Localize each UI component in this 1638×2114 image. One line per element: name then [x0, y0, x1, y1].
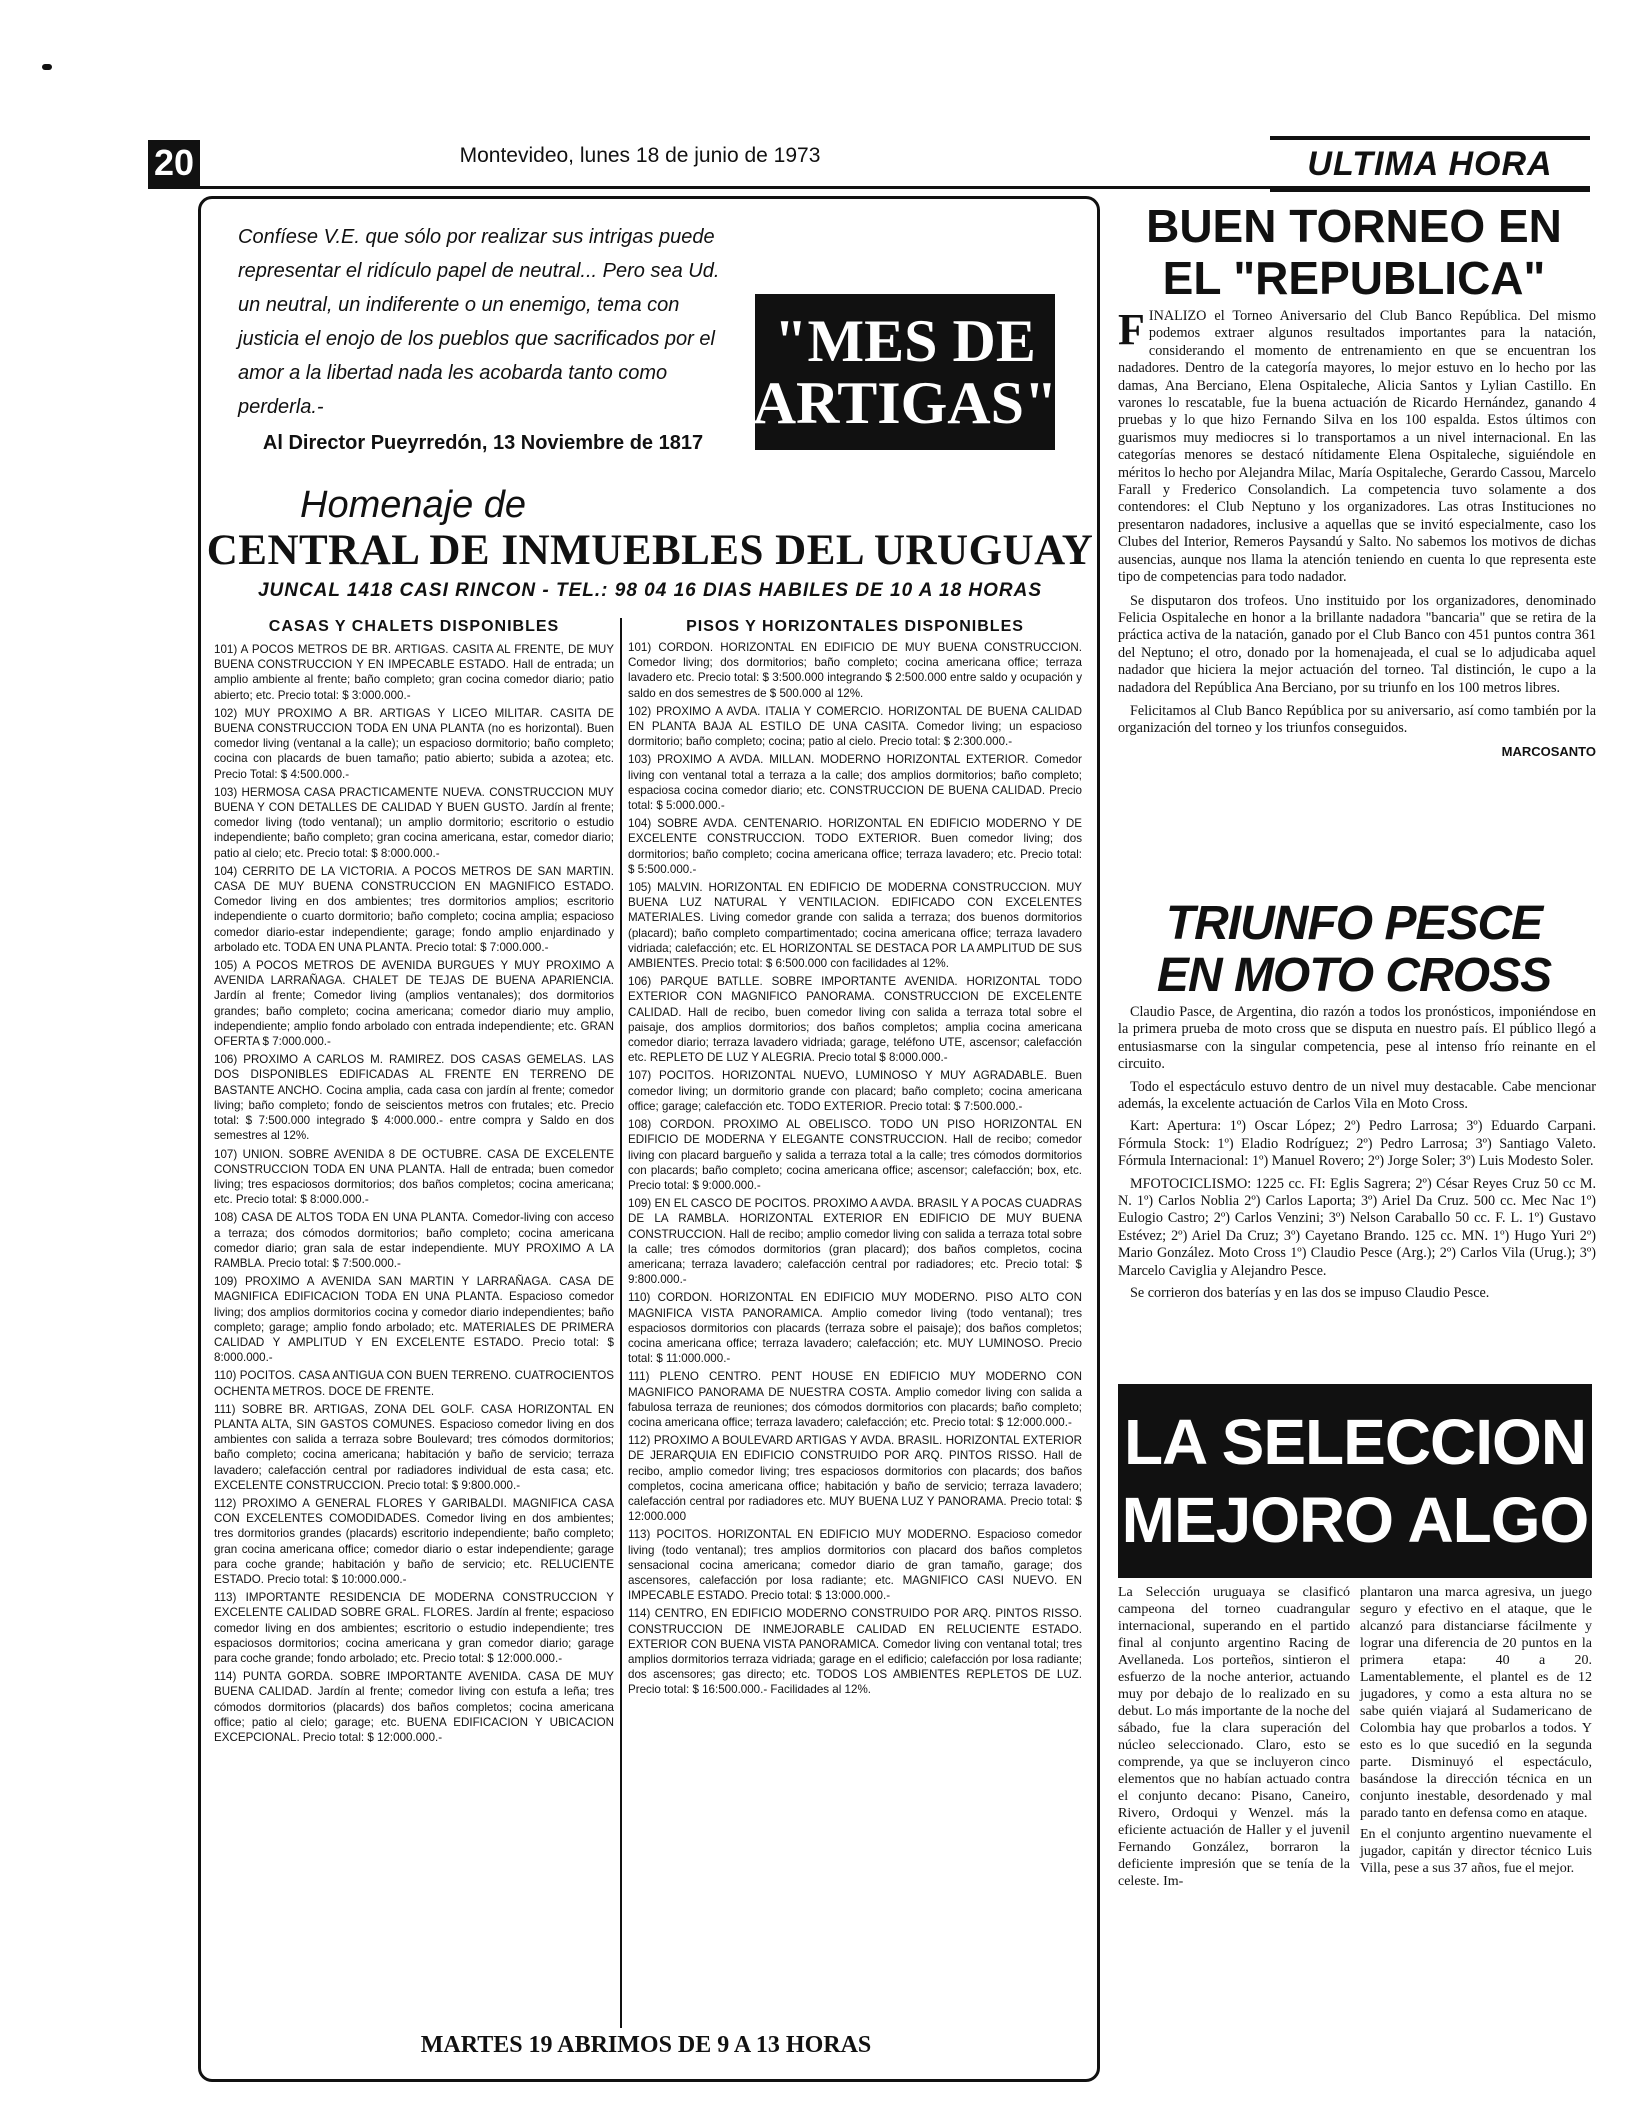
headline-line-1: TRIUNFO PESCE	[1165, 897, 1543, 950]
banner-line-2: ARTIGAS"	[752, 370, 1058, 436]
houses-heading: CASAS Y CHALETS DISPONIBLES	[268, 618, 560, 635]
company-contact: JUNCAL 1418 CASI RINCON - TEL.: 98 04 16 DIAS HABILES DE 10 A 18 HORAS	[257, 580, 1043, 601]
listing-item: 107) POCITOS. HORIZONTAL NUEVO, LUMINOSO Y MUY AGRADABLE. Buen comedor living; un dormitorio grande con placard; baño completo; cocina americana office; garage; calefacción etc. TODO EXTERIOR. Precio total: $ 7:500.000.-	[628, 1069, 1082, 1113]
houses-list	[214, 642, 614, 1745]
company-name: CENTRAL DE INMUEBLES DEL URUGUAY	[206, 527, 1094, 574]
banner-line-1: "MES DE	[774, 308, 1036, 374]
listing-item: 102) MUY PROXIMO A BR. ARTIGAS Y LICEO MILITAR. CASITA DE BUENA CONSTRUCCION TODA EN UNA PLANTA (no es horizontal). Buen comedor living (ventanal a la calle); un espacioso dormitorio; baño completo; cocina con placards de buen tamaño; patio abierto; subida a azotea; etc. Precio Total: $ 4:500.000.-	[214, 706, 614, 781]
homenaje-label: Homenaje de	[300, 484, 527, 526]
article-3-headline	[1118, 1384, 1592, 1578]
article-paragraph: Felicitamos al Club Banco República por su aniversario, así como también por la organización del torneo y los triunfos conseguidos.	[1118, 702, 1596, 737]
listing-item: 109) PROXIMO A AVENIDA SAN MARTIN Y LARRAÑAGA. CASA DE MAGNIFICA EDIFICACION TODA EN UNA PLANTA. Espacioso comedor living; dos amplios dormitorios cocina y comedor diario independientes; baño completo; garage; amplio fondo arbolado; etc. MATERIALES DE PRIMERA CALIDAD Y AMPLITUD Y EN EXCELENTE ESTADO. Precio total: $ 8:000.000.-	[214, 1275, 614, 1365]
dateline: Montevideo, lunes 18 de junio de 1973	[459, 144, 821, 167]
headline-line-2: MEJORO ALGO	[1121, 1484, 1589, 1556]
headline-line-2: EN MOTO CROSS	[1156, 949, 1552, 1002]
listing-item: 108) CASA DE ALTOS TODA EN UNA PLANTA. Comedor-living con acceso a terraza; dos cómodos dormitorios; baño completo; cocina americana comedor diario; gran sala de estar independiente. MUY PROXIMO A LA RAMBLA. Precio total: $ 7:500.000.-	[214, 1211, 614, 1270]
listing-item: 114) PUNTA GORDA. SOBRE IMPORTANTE AVENIDA. CASA DE MUY BUENA CALIDAD. Jardín al frente; comedor living con estufa a leña; tres cómodos dormitorios (placards) dos baños completos; cocina americana office; patio al cielo; garage; etc. BUENA EDIFICACION Y UBICACION EXCEPCIONAL. Precio total: $ 12:000.000.-	[214, 1670, 614, 1745]
article-2-headline	[1112, 898, 1596, 1002]
headline-line-1: BUEN TORNEO EN	[1146, 200, 1562, 252]
article-paragraph: Todo el espectáculo estuvo dentro de un nivel muy destacable. Cabe mencionar además, la excelente actuación de Carlos Vila en Moto Cross.	[1118, 1078, 1596, 1113]
article-2-body	[1118, 1004, 1596, 1308]
listing-item: 113) IMPORTANTE RESIDENCIA DE MODERNA CONSTRUCCION Y EXCELENTE CALIDAD SOBRE GRAL. FLORES. Jardín al frente; espacioso comedor living en dos ambientes; escritorio o estudio independiente; tres espaciosos dormitorios; cocina americana y gran comedor diario; garage para coche grande; fondo arbolado; etc. Precio total: $ 12:000.000.-	[214, 1591, 614, 1665]
listing-item: 103) HERMOSA CASA PRACTICAMENTE NUEVA. CONSTRUCCION MUY BUENA Y CON DETALLES DE CALIDAD Y BUEN GUSTO. Jardín al frente; comedor living (todo ventanal); un amplio dormitorio; escritorio o estudio independiente; baño completo; gran cocina americana, estar, comedor diario; patio al cielo; etc. Precio total: $ 8:000.000.-	[214, 785, 614, 860]
quote-signature: Al Director Pueyrredón, 13 Noviembre de 1817	[262, 432, 704, 454]
listing-item: 105) A POCOS METROS DE AVENIDA BURGUES Y MUY PROXIMO A AVENIDA LARRAÑAGA. CHALET DE TEJAS DE BUENA APARIENCIA. Jardín al frente; Comedor living (amplios ventanales); dos dormitorios grandes; baño completo; cocina americana; comedor diario muy amplio, independiente; amplio fondo arbolado con entrada independiente; etc. GRAN OFERTA $ 7:000.000.-	[214, 959, 614, 1049]
article-paragraph: Kart: Apertura: 1º) Oscar López; 2º) Pedro Larrosa; 3º) Eduardo Carpani. Fórmula Stock: 1º) Eladio Rodríguez; 2º) Pedro Larrosa; 3º) Santiago Valeto. Fórmula Internacional: 1º) Manuel Rovero; 2º) Jorge Soler; 3º) Luis Modesto Soler.	[1118, 1118, 1596, 1170]
article-1-body	[1118, 305, 1596, 759]
listing-item: 105) MALVIN. HORIZONTAL EN EDIFICIO DE MODERNA CONSTRUCCION. MUY BUENA LUZ NATURAL Y VENTILACION. EDIFICADO CON EXCELENTES MATERIALES. Living comedor grande con salida a terraza; dos buenos dormitorios (placard); baño completo compartimentado; cocina americana office; terraza lavadero vidriada; calefacción; etc. EL HORIZONTAL SE DESTACA POR LA AMPLITUD DE SUS AMBIENTES. Precio total: $ 6:500.000 con facilidades al 12%.	[628, 881, 1082, 971]
article-paragraph: En el conjunto argentino nuevamente el jugador, capitán y director técnico Luis Villa, pese a sus 37 años, fue el mejor.	[1360, 1827, 1592, 1876]
article-3-column-1	[1118, 1584, 1350, 1894]
listing-item: 104) SOBRE AVDA. CENTENARIO. HORIZONTAL EN EDIFICIO MODERNO Y DE EXCELENTE CONSTRUCCION. TODO EXTERIOR. Buen comedor living; dos dormitorios; baño completo; cocina americana office; terraza lavadero; etc. Precio total: $ 5:500.000.-	[628, 817, 1082, 876]
listing-item: 106) PROXIMO A CARLOS M. RAMIREZ. DOS CASAS GEMELAS. LAS DOS DISPONIBLES EDIFICADAS AL FRENTE EN TERRENO DE BASTANTE ANCHO. Cocina amplia, cada casa con jardín al frente; comedor living; baño completo; fondo de seiscientos metros con frutales; etc. Precio total: $ 7:500.000 integrado $ 4:000.000.- entre compra y Saldo en dos semestres al 12%.	[214, 1053, 614, 1143]
listing-item: 110) POCITOS. CASA ANTIGUA CON BUEN TERRENO. CUATROCIENTOS OCHENTA METROS. DOCE DE FRENTE.	[214, 1369, 614, 1398]
headline-line-1: LA SELECCION	[1123, 1406, 1587, 1478]
listing-item: 104) CERRITO DE LA VICTORIA. A POCOS METROS DE SAN MARTIN. CASA DE MUY BUENA CONSTRUCCION EN MAGNIFICO ESTADO. Comedor living en dos ambientes; tres dormitorios amplios; escritorio independiente o cuarto dormitorio; baño completo; cocina amplia; espacioso comedor diario-estar independiente; garage; fondo amplio enjardinado y arbolado etc. TODA EN UNA PLANTA. Precio total: $ 7:000.000.-	[214, 864, 614, 954]
apartments-heading: PISOS Y HORIZONTALES DISPONIBLES	[686, 618, 1024, 635]
header-rule	[148, 186, 1590, 189]
listing-item: 112) PROXIMO A BOULEVARD ARTIGAS Y AVDA. BRASIL. HORIZONTAL EXTERIOR DE JERARQUIA EN EDIFICIO CONSTRUIDO POR ARQ. PINTOS RISSO. Hall de recibo, amplio comedor living; tres espaciosos dormitorios con placards; dos baños completos, cocina americana office; habitación y baño de servicio; terraza lavadero; calefacción central por radiadores etc. MUY BUENA LUZ Y PANORAMA. Precio total: $ 12:000.000	[628, 1434, 1082, 1524]
drop-cap: F	[1118, 305, 1145, 354]
listing-item: 103) PROXIMO A AVDA. MILLAN. MODERNO HORIZONTAL EXTERIOR. Comedor living con ventanal total a terraza a la calle; dos amplios dormitorios; baño completo; espaciosa cocina comedor diario; etc. CONSTRUCCION DE BUENA CALIDAD. Precio total: $ 5:000.000.-	[628, 753, 1082, 813]
listing-item: 107) UNION. SOBRE AVENIDA 8 DE OCTUBRE. CASA DE EXCELENTE CONSTRUCCION TODA EN UNA PLANTA. Hall de entrada; buen comedor living; tres espaciosos dormitorios; dos baños completos; cocina americana; etc. Precio total: $ 8:000.000.-	[214, 1147, 614, 1207]
houses-column	[214, 618, 614, 1748]
listing-item: 106) PARQUE BATLLE. SOBRE IMPORTANTE AVENIDA. HORIZONTAL TODO EXTERIOR CON MAGNIFICO PANORAMA. CONSTRUCCION DE EXCELENTE CALIDAD. Hall de recibo, buen comedor living con salida a terraza total sobre el paisaje, dos amplios dormitorios; dos baños completos; amplia cocina americana comedor diario; terraza lavadero vidriada; garage, teléfono UTE, ascensor; calefacción etc. REPLETO DE LUZ Y ALEGRIA. Precio total $ 8:000.000.-	[628, 975, 1082, 1065]
listing-item: 109) EN EL CASCO DE POCITOS. PROXIMO A AVDA. BRASIL Y A POCAS CUADRAS DE LA RAMBLA. HORIZONTAL EXTERIOR EN EDIFICIO DE MUY BUENA CONSTRUCCION. Hall de recibo; amplio comedor living con salida a terraza total sobre la calle; tres cómodos dormitorios (gran placard); dos baños completos, cocina americana; terraza lavadero; calefacción central por radiadores; etc. Precio total: $ 9:800.000.-	[628, 1197, 1082, 1287]
margin-speck	[42, 64, 52, 70]
ad-footer: MARTES 19 ABRIMOS DE 9 A 13 HORAS	[420, 2032, 872, 2058]
article-paragraph: MFOTOCICLISMO: 1225 cc. FI: Eglis Sagrera; 2º) César Reyes Cruz 50 cc M. N. 1º) Carlos Noblia 2º) Carlos Laporta; 3º) Ariel Da Cruz. 500 cc. Mec Nac 1º) Eulogio Castro; 2º) Carlos Venzini; 3º) Nelson Caraballo 50 cc. F. L. 1º) Gustavo Estévez; 2º) Ariel Da Cruz; 3º) Cayetano Brando. 125 cc. MN. 1º) Hugo Yuri 2º) Mario González. Moto Cross 1º) Claudio Pesce (Arg.); 2º) Carlos Vila (Urug.); 3º) Marcelo Caviglia y Alejandro Pesce.	[1118, 1175, 1596, 1279]
column-divider	[620, 618, 622, 2028]
article-paragraph: La Selección uruguaya se clasificó campeona del torneo cuadrangular internacional, superando en el partido final al conjunto argentino Racing de Avellaneda. Los porteños, sintieron el esfuerzo de la noche anterior, actuando muy por debajo de lo realizado en su debut. Lo más importante de la noche del sábado, fue la clara superación del núcleo seleccionado. Claro, esto se comprende, ya que se incluyeron cinco elementos que no habían actuado contra el conjunto decano: Pisano, Caneiro, Rivero, Ordoqui y Wenzel. más la eficiente actuación de Haller y el juvenil Fernando González, borraron la deficiente impresión que se tenía de la celeste. Im-	[1118, 1585, 1350, 1889]
article-paragraph: plantaron una marca agresiva, un juego seguro y efectivo en el ataque, que le alcanzó para distanciarse fácilmente y lograr una diferencia de 20 puntos en la primera etapa: 40 a 20. Lamentablemente, el plantel es de 12 jugadores, y como a esta altura no se sabe quién viajará al Sudamericano de Colombia hay que probarlos a todos. Y esto es lo que sucedió en la segunda parte. Disminuyó el espectáculo, basándose la dirección técnica en un conjunto inestable, desordenado y mal parado tanto en defensa como en ataque.	[1360, 1585, 1592, 1821]
listing-item: 110) CORDON. HORIZONTAL EN EDIFICIO MUY MODERNO. PISO ALTO CON MAGNIFICA VISTA PANORAMICA. Amplio comedor living (todo ventanal); tres espaciosos dormitorios con placards (terraza sobre el paisaje); dos baños completos; cocina americana office; terraza lavadero; calefacción; etc. MUY LUMINOSO. Precio total: $ 11:000.000.-	[628, 1291, 1082, 1366]
listing-item: 112) PROXIMO A GENERAL FLORES Y GARIBALDI. MAGNIFICA CASA CON EXCELENTES COMODIDADES. Comedor living en dos ambientes; tres dormitorios grandes (placards) escritorio independiente; baño completo; gran cocina americana office; comedor diario o estar independiente; garage para coche grande; habitación y baño de servicio; etc. RELUCIENTE ESTADO. Precio total: $ 10:000.000.-	[214, 1496, 614, 1586]
apartments-column	[628, 618, 1082, 1701]
listing-item: 114) CENTRO, EN EDIFICIO MODERNO CONSTRUIDO POR ARQ. PINTOS RISSO. CONSTRUCCION DE INMEJORABLE CALIDAD EN RELUCIENTE ESTADO. EXTERIOR CON BUENA VISTA PANORAMICA. Comedor living con ventanal total; tres amplios dormitorios terraza vidriada; garage en el edificio; calefacción por losa radiante; dos ascensores; gas directo; etc. TODOS LOS AMBIENTES REPLETOS DE LUZ. Precio total: $ 16:500.000.- Facilidades al 12%.	[628, 1607, 1082, 1697]
listing-item: 102) PROXIMO A AVDA. ITALIA Y COMERCIO. HORIZONTAL DE BUENA CALIDAD EN PLANTA BAJA AL ESTILO DE UNA CASITA. Comedor living; un espacioso dormitorio; baño completo; cocina; patio al cielo. Precio total: $ 2:300.000.-	[628, 704, 1082, 749]
listing-item: 101) A POCOS METROS DE BR. ARTIGAS. CASITA AL FRENTE, DE MUY BUENA CONSTRUCCION Y EN IMPECABLE ESTADO. Hall de entrada; un amplio ambiente al frente; baño completo; gran cocina comedor diario; patio abierto; etc. Precio total: $ 3:000.000.-	[214, 643, 614, 702]
listing-item: 111) PLENO CENTRO. PENT HOUSE EN EDIFICIO MUY MODERNO CON MAGNIFICO PANORAMA DE NUESTRA COSTA. Amplio comedor living con salida a fabulosa terraza de reuniones; dos cómodos dormitorios con placards; baño completo; cocina americana office; terraza lavadero; calefacción; etc. Precio total: $ 12:000.000.-	[628, 1370, 1082, 1429]
article-paragraph: Se corrieron dos baterías y en las dos se impuso Claudio Pesce.	[1130, 1285, 1490, 1302]
listing-item: 101) CORDON. HORIZONTAL EN EDIFICIO DE MUY BUENA CONSTRUCCION. Comedor living; dos dormitorios; baño completo; cocina americana office; terraza lavadero etc. Precio total: $ 3:500.000 integrando $ 2:500.000 entre saldo y ocupación y saldo en dos semestres de $ 500.000 al 12%.	[628, 641, 1082, 700]
article-paragraph: FINALIZO el Torneo Aniversario del Club Banco República. Del mismo podemos extraer algunos resultados importantes para la natación, considerando el momento de entrenamiento en que se encuentran los nadadores. Dentro de la categoría mayores, lo mejor estuvo en lo hecho por las damas, Ana Berciano, Elena Ospitaleche, Alicia Santos y Lylian Castillo. En varones lo rescatable, fue la buena actuación de Ricardo Hernández, ganando 4 pruebas y lo que hizo Fernando Silva en los 100 espalda. Estos últimos con guarismos muy mediocres si lo transportamos a un nivel internacional. En las categorías menores se destacó nítidamente Elena Ospitaleche, siguiéndole en méritos lo hecho por Alejandra Milac, María Ospitaleche, Gerardo Cassou, Marcelo Farall y Frederico Consolandich. La competencia tuvo solamente a dos contendores: el Club Neptuno y los organizadores. Las otras Instituciones no presentaron nadadores, inclusive a aquellas que se invitó especialmente, caso los Clubes del Interior, Remeros Paysandú y Salto. No sabemos los motivos de dichas ausencias, aunque nos llama la atención teniendo en cuenta lo que representa este tipo de competencias para todo nadador.	[1118, 305, 1596, 586]
page-number: 20	[148, 140, 200, 186]
artigas-quote: Confíese V.E. que sólo por realizar sus intrigas puede representar el ridículo papel de neutral... Pero sea Ud. un neutral, un indiferente o un enemigo, tema con justicia el enojo de los pueblos que sacrificados por el amor a la libertad nada les acobarda tanto como perderla.-	[238, 226, 720, 418]
article-paragraph: Se disputaron dos trofeos. Uno instituido por los organizadores, denominado Felicia Ospitaleche en honor a la brillante nadadora "bancaria" que se retira de la práctica activa de la natación, ganado por el Club Banco con 451 puntos contra 361 del Neptuno; el otro, donado por la homenajeada, el cual se lo adjudicaba aquel nadador que hiciera la mejor actuación del torneo. Tal distinción, le cupo a la nadadora del República Ana Berciano, por su triunfo en los 100 metros libres.	[1118, 592, 1596, 696]
article-author: MARCOSANTO	[1501, 743, 1596, 759]
listing-item: 113) POCITOS. HORIZONTAL EN EDIFICIO MUY MODERNO. Espacioso comedor living (todo ventanal); tres amplios dormitorios con placard dos baños completos sensacional cocina americana; comedor diario de gran tamaño, garage; dos ascensores, calefacción por losa radiante; etc. MAGNIFICO CASI NUEVO. EN IMPECABLE ESTADO. Precio total: $ 13:000.000.-	[628, 1528, 1082, 1603]
headline-line-2: EL "REPUBLICA"	[1162, 252, 1546, 304]
article-paragraph: Claudio Pasce, de Argentina, dio razón a todos los pronósticos, imponiéndose en la primera prueba de moto cross que se disputa en nuestro país. El público llegó a entusiasmarse con la singular competencia, pese al intenso frío reinante en el circuito.	[1118, 1004, 1596, 1073]
newspaper-logo: ULTIMA HORA	[1270, 136, 1590, 192]
article-1-headline	[1112, 200, 1596, 304]
listing-item: 111) SOBRE BR. ARTIGAS, ZONA DEL GOLF. CASA HORIZONTAL EN PLANTA ALTA, SIN GASTOS COMUNES. Espacioso comedor living en dos ambientes con salida a terraza sobre Boulevard; tres cómodos dormitorios; baño completo; cocina americana; habitación y baño de servicio; terraza lavadero; calefacción central por radiadores individual de esta casa; etc. EXCELENTE CONSTRUCCION. Precio total: $ 9:800.000.-	[214, 1402, 614, 1492]
listing-item: 108) CORDON. PROXIMO AL OBELISCO. TODO UN PISO HORIZONTAL EN EDIFICIO DE MODERNA Y ELEGANTE CONSTRUCCION. Hall de recibo; comedor living con placard bargueño y salida a terraza total a la calle; tres cómodos dormitorios con placards; baño completo; cocina americana office; ascensor; calefacción; box, etc. Precio total: $ 9:000.000.-	[628, 1118, 1082, 1192]
article-3-column-2	[1360, 1584, 1592, 1881]
apartments-list	[628, 640, 1082, 1698]
mes-de-artigas-banner	[752, 294, 1058, 450]
